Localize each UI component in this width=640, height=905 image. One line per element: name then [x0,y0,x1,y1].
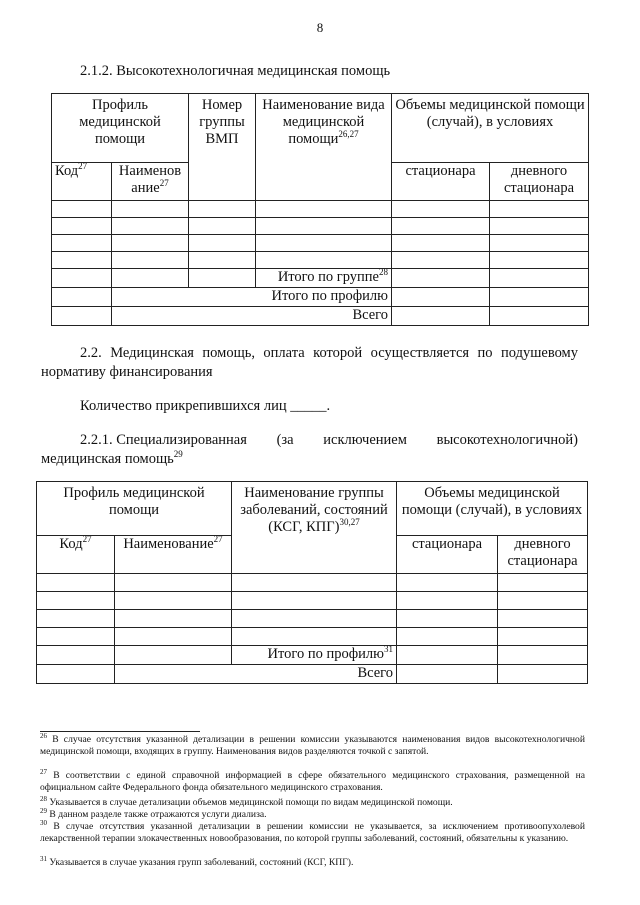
footnote-separator [40,731,200,732]
table-row [52,252,589,269]
title-word: (за [276,432,294,448]
footnote-text: Указывается в случае детализации объемов медицинской помощи по видам медицинской помощи. [49,797,453,808]
total-profile-label [232,646,397,665]
row-total-group [52,269,589,288]
footnote-31 [40,854,585,869]
footnote-number: 30 [40,818,47,827]
total-profile-text: Итого по профилю [267,646,384,662]
name-footnote: 27 [159,178,169,189]
attached-persons-label: Количество прикрепившихся лиц [80,398,287,414]
row-total-all [37,665,588,684]
footnote-26 [40,731,585,757]
footnote-number: 28 [40,794,47,803]
footnote-29 [40,806,585,821]
section-2-2-text: 2.2. Медицинская помощь, оплата которой осуществляется по подушевому нормативу финансирования [41,345,578,380]
table-row [37,592,588,610]
code-text: Код [55,163,79,179]
code-text: Код [59,536,83,552]
col-header-inpatient: стационара [397,536,498,574]
row-total-all [52,307,589,326]
name-text-2: ание [131,180,160,196]
attached-persons-line [80,397,330,416]
col-header-day-hospital: дневного стационара [498,536,588,574]
code-footnote: 27 [78,162,88,172]
footnote-number: 27 [40,767,47,776]
section-2-2-1-title-line2 [41,450,183,469]
col-header-profile: Профиль медицинской помощи [37,482,232,536]
total-all-label: Всего [112,307,392,326]
table-row [37,610,588,628]
disease-group-text: Наименование группы заболеваний, состояний (КСГ, КПГ) [240,485,388,535]
care-type-footnote: 26,27 [338,129,359,140]
name-footnote: 27 [213,535,223,545]
footnote-number: 29 [40,806,47,815]
page-number: 8 [316,20,324,35]
attached-persons-blank: _____. [290,398,331,414]
total-profile-label: Итого по профилю [112,288,392,307]
table-row [37,628,588,646]
col-header-disease-group [232,482,397,574]
total-group-footnote: 28 [379,268,388,278]
col-header-name [115,536,232,574]
table-row [37,574,588,592]
footnote-text: В случае отсутствия указанной детализации в решении комиссии не указывается, за исключением противоопухолевой лекарственной терапии злокачественных новообразования, по которой группы заболеваний, состояний, обязательны к указанию. [40,821,585,844]
total-profile-footnote: 31 [384,645,393,655]
footnote-27 [40,767,585,793]
col-header-volumes: Объемы медицинской помощи (случай), в условиях [392,94,589,163]
title-footnote: 29 [173,449,183,460]
section-2-2-1-title [80,431,578,450]
footnote-28 [40,794,585,809]
section-2-1-2-title: 2.1.2. Высокотехнологичная медицинская помощь [80,63,391,79]
col-header-code [37,536,115,574]
col-header-volumes: Объемы медицинской помощи (случай), в условиях [397,482,588,536]
table-row [52,218,589,235]
col-header-name [112,163,189,201]
col-header-inpatient: стационара [392,163,490,201]
code-footnote: 27 [82,535,92,545]
care-type-text: Наименование вида медицинской помощи [262,97,385,147]
name-text: Наименование [123,536,214,552]
footnote-text: В данном разделе также отражаются услуги диализа. [49,809,267,820]
footnote-number: 31 [40,854,47,863]
footnote-number: 26 [40,731,47,740]
row-total-profile [37,646,588,665]
title-line2-text: медицинская помощь [41,451,174,467]
table-specialized-care [36,481,588,684]
total-group-text: Итого по группе [277,269,379,285]
footnote-text: Указывается в случае указания групп заболеваний, состояний (КСГ, КПГ). [49,857,354,868]
row-total-profile [52,288,589,307]
col-header-vmp-group: Номер группы ВМП [189,94,256,201]
title-word: исключением [323,432,407,448]
footnote-text: В случае отсутствия указанной детализации в решении комиссии указываются наименования видов высокотехнологичной медицинской помощи, входящих в группу. Наименования видов разделяются точкой с запятой. [40,734,585,757]
footnote-text: В соответствии с единой справочной информацией в сфере обязательного медицинского страхования, размещенной на официальном сайте Федерального фонда обязательного медицинского страхования. [40,770,585,793]
col-header-day-hospital: дневного стационара [490,163,589,201]
total-group-label [256,269,392,288]
col-header-profile: Профиль медицинской помощи [52,94,189,163]
col-header-care-type [256,94,392,201]
table-high-tech-care [51,93,589,326]
col-header-code [52,163,112,201]
footnote-30 [40,818,585,844]
table-row [52,201,589,218]
title-word: высокотехнологичной) [436,432,578,448]
title-word: 2.2.1. Специализированная [80,432,247,448]
total-all-label: Всего [115,665,397,684]
name-text-1: Наименов [118,163,182,179]
disease-group-footnote: 30,27 [339,517,360,528]
table-row [52,235,589,252]
